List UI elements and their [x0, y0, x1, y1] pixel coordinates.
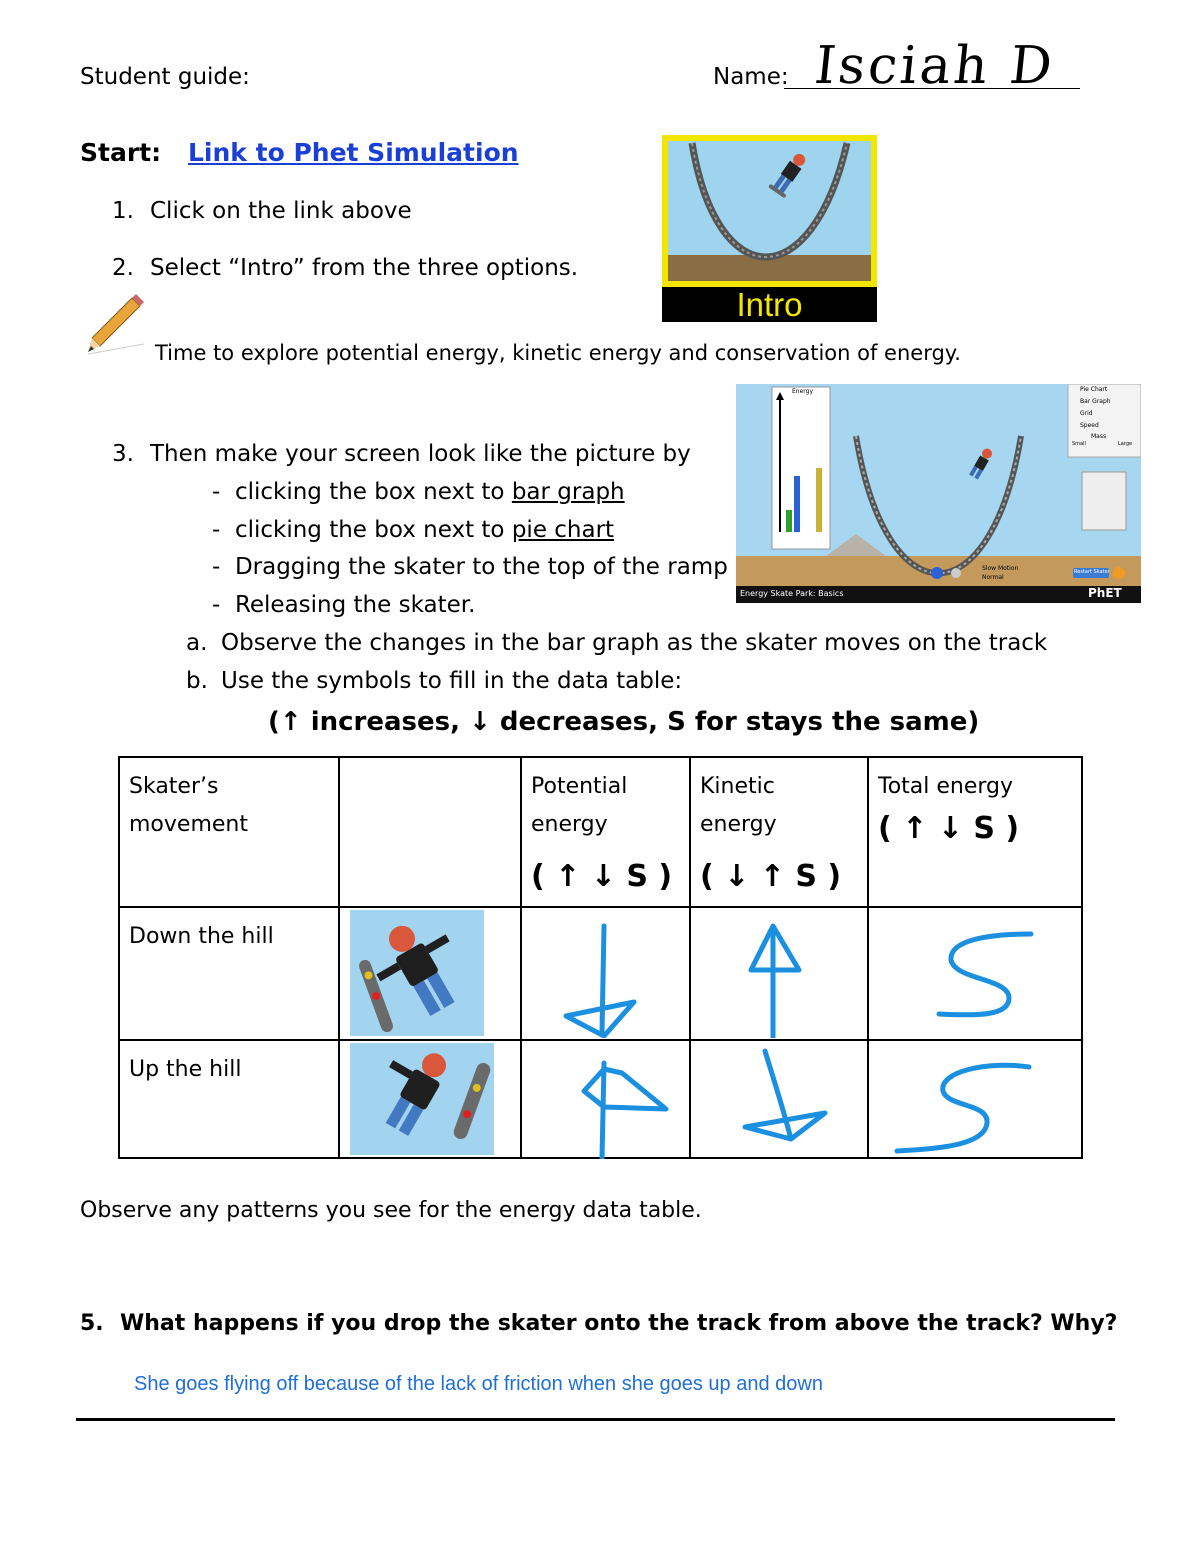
sub-a-text: Observe the changes in the bar graph as the skater moves on the track — [221, 630, 1048, 656]
bullet-1: - clicking the box next to bar graph — [212, 479, 625, 505]
sub-b-label: b. — [186, 668, 208, 694]
table-row — [119, 907, 1082, 1040]
total-cell — [868, 907, 1082, 1040]
sim-energy-label: Energy — [792, 388, 814, 395]
sim-footer-title: Energy Skate Park: Basics — [740, 589, 844, 598]
table-row — [119, 1040, 1082, 1158]
step1-number: 1. — [112, 198, 134, 224]
start-label: Start: — [80, 138, 162, 167]
skater-down-image — [350, 910, 484, 1036]
handwritten-s — [869, 908, 1063, 1038]
pencil-icon — [86, 294, 146, 360]
kinetic-cell — [690, 907, 868, 1040]
table-header-row — [119, 757, 1082, 907]
question5-answer: She goes flying off because of the lack of friction when she goes up and down — [134, 1373, 823, 1395]
step2-number: 2. — [112, 255, 134, 281]
question5-text: What happens if you drop the skater onto the track from above the track? Why? — [120, 1311, 1118, 1336]
skater-image-cell — [339, 907, 521, 1040]
energy-data-table — [118, 756, 1083, 1159]
question5-number: 5. — [80, 1311, 104, 1336]
observe-text: Observe any patterns you see for the energy data table. — [80, 1198, 702, 1223]
step1-text: Click on the link above — [150, 198, 412, 224]
handwritten-down-arrow — [522, 908, 672, 1038]
sim-small-label: Small — [1072, 441, 1086, 447]
header-potential: Potential energy ( ↑ ↓ S ) — [521, 757, 690, 907]
bullet-3: - Dragging the skater to the top of the ramp — [212, 554, 728, 580]
handwritten-up-arrow — [522, 1041, 672, 1159]
sub-b-text: Use the symbols to fill in the data table: — [221, 668, 683, 694]
name-label: Name: — [713, 64, 789, 90]
header-movement: Skater’s movement — [119, 757, 339, 907]
sim-mass-label: Mass — [1091, 433, 1107, 440]
bullet-2: - clicking the box next to pie chart — [212, 517, 615, 543]
sim-brand: PhET — [1088, 586, 1122, 600]
potential-cell — [521, 1040, 690, 1158]
movement-cell: Up the hill — [119, 1040, 339, 1158]
handwritten-s — [869, 1041, 1063, 1159]
intro-caption: Intro — [736, 286, 803, 323]
step2-text: Select “Intro” from the three options. — [150, 255, 579, 281]
handwritten-down-arrow — [691, 1041, 849, 1159]
header-kinetic: Kinetic energy ( ↓ ↑ S ) — [690, 757, 868, 907]
intro-thumbnail — [662, 135, 877, 322]
potential-cell — [521, 907, 690, 1040]
sim-speed-option: Speed — [1080, 422, 1099, 429]
symbol-key: (↑ increases, ↓ decreases, S for stays the same) — [268, 707, 980, 737]
simulation-screenshot — [736, 384, 1141, 603]
step3-number: 3. — [112, 441, 134, 467]
sim-grid-option: Grid — [1080, 410, 1093, 417]
skater-image-cell — [339, 1040, 521, 1158]
bullet-4: - Releasing the skater. — [212, 592, 476, 618]
handwritten-name: Isciah D — [811, 36, 1058, 96]
kinetic-cell — [690, 1040, 868, 1158]
sim-bar-graph-option: Bar Graph — [1080, 398, 1111, 405]
step3-text: Then make your screen look like the picture by — [150, 441, 691, 467]
sim-large-label: Large — [1118, 441, 1133, 447]
explore-text: Time to explore potential energy, kinetic energy and conservation of energy. — [155, 341, 961, 365]
handwritten-up-arrow — [691, 908, 849, 1038]
header-image — [339, 757, 521, 907]
student-guide-label: Student guide: — [80, 64, 250, 90]
answer-rule — [76, 1418, 1115, 1421]
header-total: Total energy ( ↑ ↓ S ) — [868, 757, 1082, 907]
total-cell — [868, 1040, 1082, 1158]
movement-cell: Down the hill — [119, 907, 339, 1040]
phet-simulation-link[interactable]: Link to Phet Simulation — [188, 138, 519, 167]
skater-up-image — [350, 1043, 494, 1155]
sim-pie-chart-option: Pie Chart — [1080, 386, 1108, 393]
sim-normal-label: Normal — [982, 574, 1004, 581]
sim-restart-button-label: Restart Skater — [1074, 569, 1110, 575]
sub-a-label: a. — [186, 630, 208, 656]
sim-slow-motion-label: Slow Motion — [982, 565, 1019, 572]
